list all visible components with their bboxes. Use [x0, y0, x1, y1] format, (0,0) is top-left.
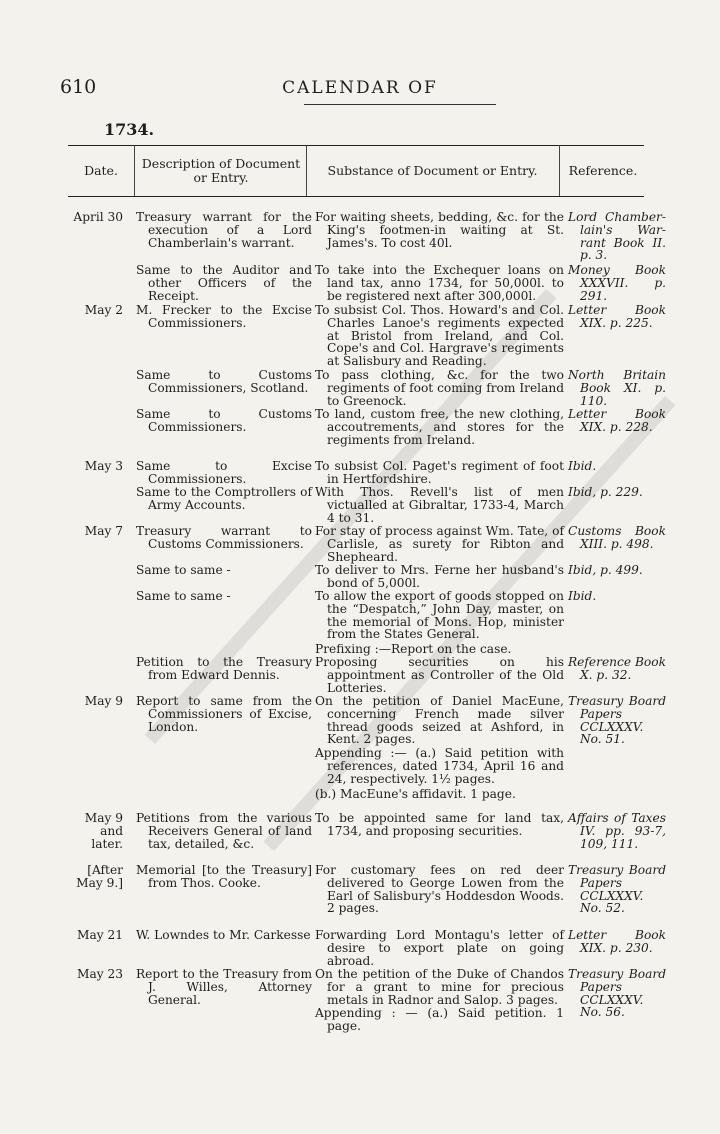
- row-substance: To pass clothing, &c. for the two regiments of foot coming from Ireland to Greenock.: [315, 368, 564, 408]
- row-description: Petition to the Treasury from Edward Dennis.: [136, 655, 312, 682]
- row-substance-appending: Appending : — (a.) Said petition. 1 page.: [315, 1006, 564, 1033]
- row-substance-prefixing: Prefixing :—Report on the case.: [315, 642, 512, 656]
- row-description: Same to the Comptrollers of Army Accounts.: [136, 485, 312, 512]
- row-substance: On the petition of the Duke of Chandos for a grant to mine for precious metals in Radnor and Salop. 3 pages.: [315, 967, 564, 1007]
- row-reference: Letter Book XIX. p. 230.: [568, 928, 666, 955]
- row-description: Same to Customs Commissioners, Scotland.: [136, 368, 312, 395]
- row-substance: For customary fees on red deer delivered to George Lowen from the Earl of Salisbury's Hoddesdon Woods. 2 pages.: [315, 863, 564, 916]
- row-reference: Treasury Board Papers CCLXXXV. No. 51.: [568, 694, 666, 747]
- row-substance: To deliver to Mrs. Ferne her husband's bond of 5,000l.: [315, 563, 564, 590]
- row-substance: To allow the export of goods stopped on the “Despatch,” John Day, master, on the memorial of Mons. Hop, minister from the States General.: [315, 589, 564, 642]
- row-substance-appending: Appending :— (a.) Said petition with references, dated 1734, April 16 and 24, respectively. 1½ pages.: [315, 746, 564, 786]
- row-substance: On the petition of Daniel MacEune, concerning French made silver thread goods seized at Ashford, in Kent. 2 pages.: [315, 694, 564, 747]
- row-substance: Proposing securities on his appointment as Controller of the Old Lotteries.: [315, 655, 564, 695]
- row-description: Same to Excise Commissioners.: [136, 459, 312, 486]
- row-date: May 7: [84, 524, 123, 538]
- row-substance: To be appointed same for land tax, 1734, and proposing securities.: [315, 811, 564, 838]
- row-date: May 3: [84, 459, 123, 473]
- row-reference: North Britain Book XI. p. 110.: [568, 368, 666, 408]
- row-description: Same to the Auditor and other Officers of the Receipt.: [136, 263, 312, 303]
- row-description: Same to same -: [136, 589, 231, 603]
- row-reference: Customs Book XIII. p. 498.: [568, 524, 666, 551]
- header-rule: [304, 104, 496, 105]
- row-substance: For stay of process against Wm. Tate, of Carlisle, as surety for Ribton and Shepheard.: [315, 524, 564, 564]
- page-number: 610: [60, 76, 97, 98]
- row-date: May 2: [84, 303, 123, 317]
- row-date: May 23: [76, 967, 123, 981]
- table-header-rule: [68, 196, 644, 197]
- column-header-date: Date.: [84, 163, 118, 178]
- row-reference: Ibid.: [568, 459, 597, 473]
- col-divider: [559, 145, 560, 196]
- row-date: May 21: [76, 928, 123, 942]
- col-divider: [134, 145, 135, 196]
- col-divider: [306, 145, 307, 196]
- row-date: April 30: [73, 210, 123, 224]
- row-description: Report to same from the Commissioners of Excise, London.: [136, 694, 312, 734]
- row-description: Same to Customs Commissioners.: [136, 407, 312, 434]
- row-description: Treasury warrant for the execution of a Lord Chamberlain's warrant.: [136, 210, 312, 250]
- row-reference: Letter Book XIX. p. 228.: [568, 407, 666, 434]
- row-reference: Letter Book XIX. p. 225.: [568, 303, 666, 330]
- row-substance: To subsist Col. Thos. Howard's and Col. Charles Lanoe's regiments expected at Bristol from Ireland, and Col. Cope's and Col. Hargrave's regiments at Salisbury and Reading.: [315, 303, 564, 369]
- row-reference: Treasury Board Papers CCLXXXV. No. 52.: [568, 863, 666, 916]
- row-description: M. Frecker to the Excise Commissioners.: [136, 303, 312, 330]
- table-top-rule: [68, 145, 644, 146]
- row-date: May 9 and later.: [84, 811, 123, 851]
- row-substance: To take into the Exchequer loans on land tax, anno 1734, for 50,000l. to be registered next after 300,000l.: [315, 263, 564, 303]
- row-reference: Treasury Board Papers CCLXXXV. No. 56.: [568, 967, 666, 1020]
- row-reference: Ibid, p. 229.: [568, 485, 643, 499]
- column-header-substance: Substance of Document or Entry.: [327, 163, 538, 178]
- column-header-reference: Reference.: [568, 163, 638, 178]
- row-substance: Forwarding Lord Montagu's letter of desire to export plate on going abroad.: [315, 928, 564, 968]
- row-substance: To land, custom free, the new clothing, accoutrements, and stores for the regiments from Ireland.: [315, 407, 564, 447]
- row-description: W. Lowndes to Mr. Carkesse: [136, 928, 311, 942]
- row-description: Report to the Treasury from J. Willes, Attorney General.: [136, 967, 312, 1007]
- row-substance: With Thos. Revell's list of men victualled at Gibraltar, 1733-4, March 4 to 31.: [315, 485, 564, 525]
- column-header-description: Description of Document or Entry.: [141, 156, 301, 185]
- row-description: Petitions from the various Receivers General of land tax, detailed, &c.: [136, 811, 312, 851]
- row-substance: For waiting sheets, bedding, &c. for the King's footmen-in waiting at St. James's. To cost 40l.: [315, 210, 564, 250]
- row-description: Treasury warrant to Customs Commissioners.: [136, 524, 312, 551]
- row-description: Memorial [to the Treasury] from Thos. Cooke.: [136, 863, 312, 890]
- row-reference: Affairs of Taxes IV. pp. 93-7, 109, 111.: [568, 811, 666, 851]
- row-date: [After May 9.]: [76, 863, 123, 890]
- row-reference: Lord Chamber-lain's War-rant Book II. p. 3.: [568, 210, 666, 263]
- row-reference: Ibid, p. 499.: [568, 563, 643, 577]
- row-reference: Ibid.: [568, 589, 597, 603]
- year-heading: 1734.: [104, 120, 155, 139]
- row-reference: Money Book XXXVII. p. 291.: [568, 263, 666, 303]
- row-substance-appending-b: (b.) MacEune's affidavit. 1 page.: [315, 787, 516, 801]
- row-reference: Reference Book X. p. 32.: [568, 655, 666, 682]
- row-description: Same to same -: [136, 563, 231, 577]
- running-title: CALENDAR OF: [282, 78, 438, 98]
- row-date: May 9: [84, 694, 123, 708]
- row-substance: To subsist Col. Paget's regiment of foot in Hertfordshire.: [315, 459, 564, 486]
